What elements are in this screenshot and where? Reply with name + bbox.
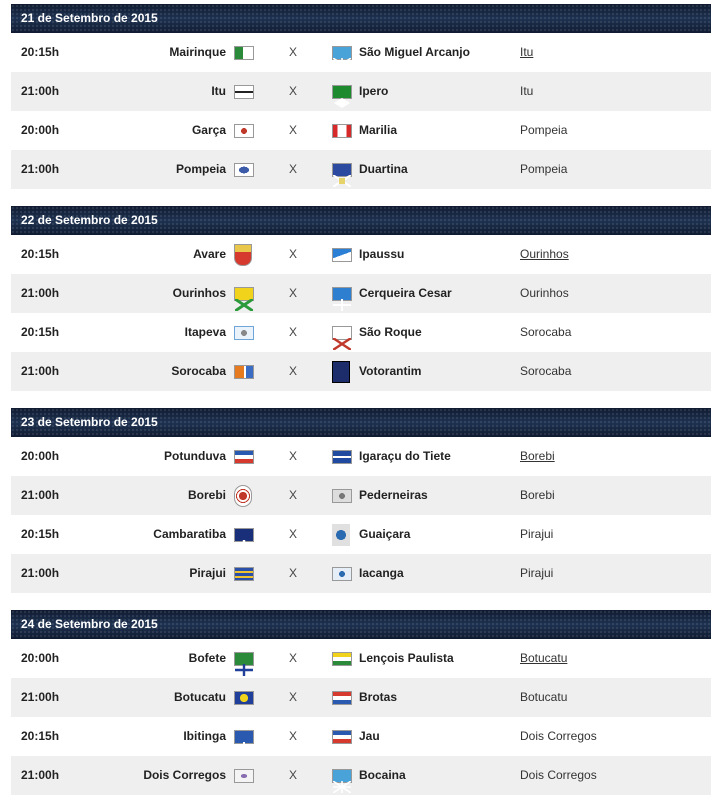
home-team: Avare: [193, 247, 226, 261]
away-team: Jau: [359, 729, 380, 743]
match-row: [11, 150, 711, 189]
day-block: [11, 4, 711, 189]
away-team: Guaiçara: [359, 527, 411, 541]
venue-link[interactable]: Botucatu: [520, 651, 568, 665]
match-row: [11, 33, 711, 72]
venue-label: Sorocaba: [520, 364, 572, 378]
ourinhos-flag-icon: [234, 287, 254, 301]
home-team: Ibitinga: [183, 729, 226, 743]
away-team: Iacanga: [359, 566, 404, 580]
away-team: São Roque: [359, 325, 422, 339]
match-row: [11, 515, 711, 554]
versus-mark: X: [289, 527, 298, 541]
versus-mark: X: [289, 651, 298, 665]
match-row: [11, 111, 711, 150]
versus-mark: X: [289, 364, 298, 378]
venue-label: Sorocaba: [520, 325, 572, 339]
venue-label: Botucatu: [520, 690, 568, 704]
home-team: Botucatu: [174, 690, 226, 704]
home-team: Cambaratiba: [153, 527, 226, 541]
versus-mark: X: [289, 768, 298, 782]
versus-mark: X: [289, 488, 298, 502]
cambaratiba-flag-icon: [234, 528, 254, 542]
match-row: [11, 72, 711, 111]
match-time: 21:00h: [21, 768, 60, 782]
away-team: Duartina: [359, 162, 408, 176]
home-team: Garça: [191, 123, 226, 137]
versus-mark: X: [289, 45, 298, 59]
match-row: [11, 437, 711, 476]
iacanga-flag-icon: [332, 567, 352, 581]
versus-mark: X: [289, 729, 298, 743]
home-team: Itu: [211, 84, 226, 98]
match-row: [11, 274, 711, 313]
home-team: Sorocaba: [171, 364, 226, 378]
versus-mark: X: [289, 84, 298, 98]
away-team: Ipaussu: [359, 247, 405, 261]
match-row: [11, 756, 711, 795]
match-row: [11, 717, 711, 756]
itapeva-flag-icon: [234, 326, 254, 340]
sorocaba-flag-icon: [234, 365, 254, 379]
venue-link[interactable]: Borebi: [520, 449, 555, 463]
bocaina-flag-icon: [332, 769, 352, 783]
versus-mark: X: [289, 449, 298, 463]
match-time: 20:15h: [21, 527, 60, 541]
match-time: 21:00h: [21, 364, 60, 378]
ipaussu-flag-icon: [332, 248, 352, 262]
igaracu-do-tiete-flag-icon: [332, 450, 352, 464]
guaicara-flag-icon: [332, 524, 350, 546]
match-time: 20:00h: [21, 651, 60, 665]
venue-label: Itu: [520, 84, 534, 98]
sao-miguel-arcanjo-flag-icon: [332, 46, 352, 60]
jau-flag-icon: [332, 730, 352, 744]
match-time: 20:15h: [21, 45, 60, 59]
match-row: [11, 554, 711, 593]
home-team: Mairinque: [169, 45, 226, 59]
versus-mark: X: [289, 123, 298, 137]
home-team: Bofete: [188, 651, 226, 665]
home-team: Dois Corregos: [143, 768, 226, 782]
home-team: Ourinhos: [172, 286, 226, 300]
match-time: 20:15h: [21, 325, 60, 339]
match-time: 21:00h: [21, 488, 60, 502]
brotas-flag-icon: [332, 691, 352, 705]
venue-link[interactable]: Itu: [520, 45, 534, 59]
mairinque-flag-icon: [234, 46, 254, 60]
versus-mark: X: [289, 325, 298, 339]
pederneiras-flag-icon: [332, 489, 352, 503]
home-team: Itapeva: [184, 325, 226, 339]
match-time: 21:00h: [21, 84, 60, 98]
duartina-flag-icon: [332, 163, 352, 177]
match-row: [11, 678, 711, 717]
versus-mark: X: [289, 566, 298, 580]
match-row: [11, 235, 711, 274]
match-time: 20:00h: [21, 449, 60, 463]
itu-flag-icon: [234, 85, 254, 99]
away-team: Ipero: [359, 84, 389, 98]
away-team: Bocaina: [359, 768, 406, 782]
venue-label: Dois Corregos: [520, 768, 597, 782]
away-team: Brotas: [359, 690, 398, 704]
match-time: 20:00h: [21, 123, 60, 137]
marilia-flag-icon: [332, 124, 352, 138]
venue-label: Pompeia: [520, 123, 568, 137]
day-block: [11, 206, 711, 391]
day-header: 22 de Setembro de 2015: [11, 206, 711, 235]
venue-label: Dois Corregos: [520, 729, 597, 743]
votorantim-flag-icon: [332, 361, 350, 383]
away-team: Igaraçu do Tiete: [359, 449, 451, 463]
match-time: 21:00h: [21, 162, 60, 176]
garca-flag-icon: [234, 124, 254, 138]
away-team: Pederneiras: [359, 488, 428, 502]
match-row: [11, 639, 711, 678]
day-block: [11, 408, 711, 593]
away-team: Lençois Paulista: [359, 651, 454, 665]
venue-link[interactable]: Ourinhos: [520, 247, 569, 261]
ibitinga-flag-icon: [234, 730, 254, 744]
versus-mark: X: [289, 162, 298, 176]
match-row: [11, 476, 711, 515]
match-time: 20:15h: [21, 729, 60, 743]
home-team: Pirajui: [189, 566, 226, 580]
venue-label: Pirajui: [520, 566, 554, 580]
home-team: Pompeia: [175, 162, 226, 176]
match-row: [11, 352, 711, 391]
versus-mark: X: [289, 247, 298, 261]
venue-label: Ourinhos: [520, 286, 569, 300]
day-header: 21 de Setembro de 2015: [11, 4, 711, 33]
day-header: 24 de Setembro de 2015: [11, 610, 711, 639]
away-team: Cerqueira Cesar: [359, 286, 452, 300]
versus-mark: X: [289, 690, 298, 704]
ipero-flag-icon: [332, 85, 352, 99]
versus-mark: X: [289, 286, 298, 300]
match-row: [11, 313, 711, 352]
pompeia-flag-icon: [234, 163, 254, 177]
match-time: 21:00h: [21, 690, 60, 704]
bofete-flag-icon: [234, 652, 254, 666]
borebi-flag-icon: [234, 485, 252, 507]
botucatu-flag-icon: [234, 691, 254, 705]
away-team: São Miguel Arcanjo: [359, 45, 470, 59]
match-time: 20:15h: [21, 247, 60, 261]
potunduva-flag-icon: [234, 450, 254, 464]
sao-roque-flag-icon: [332, 326, 352, 340]
cerqueira-cesar-flag-icon: [332, 287, 352, 301]
dois-corregos-flag-icon: [234, 769, 254, 783]
home-team: Borebi: [187, 488, 226, 502]
venue-label: Pirajui: [520, 527, 554, 541]
venue-label: Borebi: [520, 488, 555, 502]
avare-flag-icon: [234, 244, 252, 266]
away-team: Marilia: [359, 123, 398, 137]
pirajui-flag-icon: [234, 567, 254, 581]
away-team: Votorantim: [359, 364, 422, 378]
day-block: [11, 610, 711, 795]
lencois-paulista-flag-icon: [332, 652, 352, 666]
home-team: Potunduva: [164, 449, 226, 463]
venue-label: Pompeia: [520, 162, 568, 176]
match-time: 21:00h: [21, 286, 60, 300]
day-header: 23 de Setembro de 2015: [11, 408, 711, 437]
match-time: 21:00h: [21, 566, 60, 580]
